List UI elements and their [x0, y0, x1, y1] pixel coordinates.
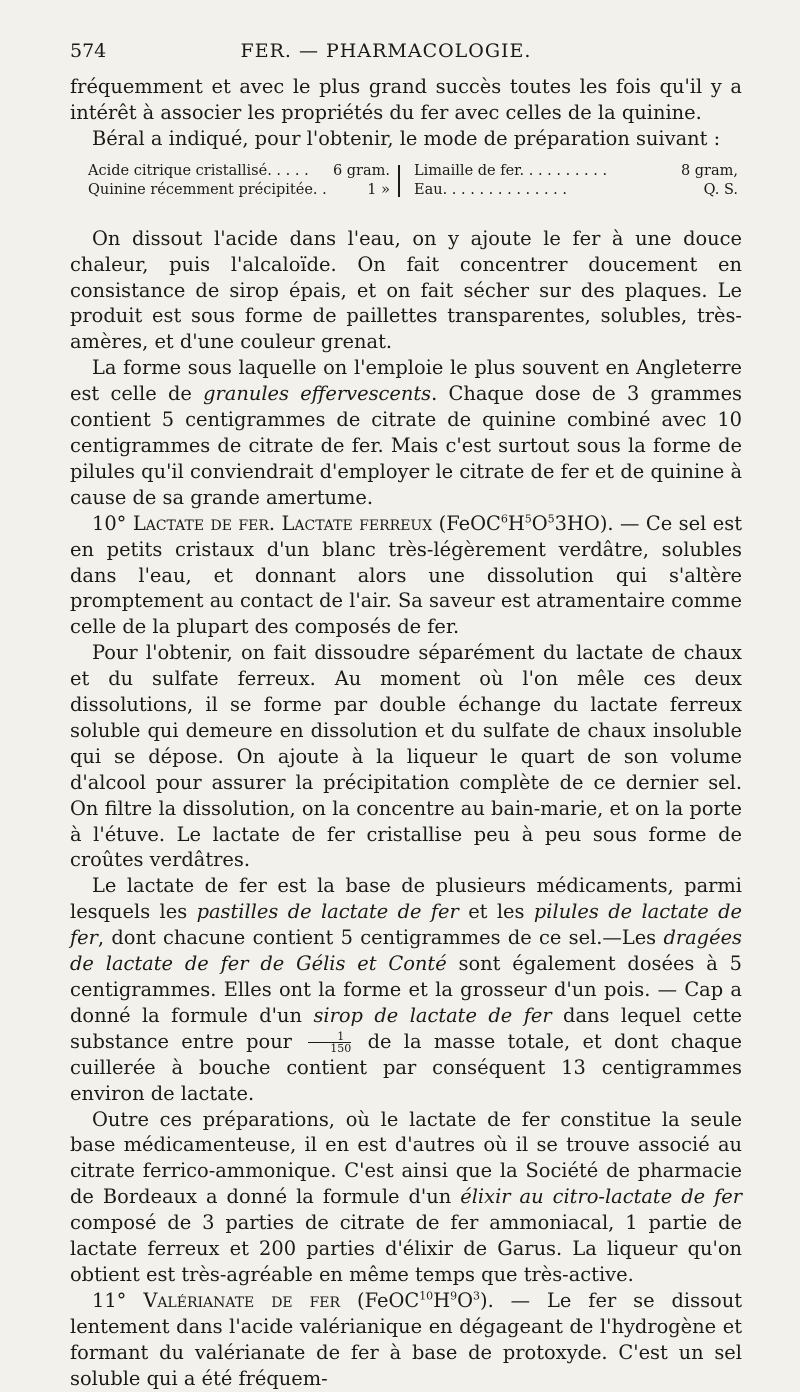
recipe-row [414, 162, 738, 181]
text-run: — Ce sel est en petits cristaux d'un blanc très-légèrement verdâtre, solubles dans l'eau, et donnant alors une dissolution qui s'altère promptement au contact de l'air. Sa saveur est atramentaire comme celle de la plupart des composés de fer. [70, 511, 742, 639]
formula-part: ). [480, 1288, 494, 1312]
text-run: de la masse totale, et dont chaque cuillerée à bouche contient par conséquent 13 centigrammes environ de lactate. [70, 1029, 742, 1105]
formula-part: 3HO). [554, 511, 614, 535]
ingredient-name: Limaille de fer. . . . . . . . . . [414, 162, 608, 179]
paragraph-4 [70, 355, 742, 510]
italic-term: granules effervescents [203, 382, 432, 406]
italic-term: pilules de lactate de fer [70, 900, 742, 950]
formula-sup: 6 [500, 512, 508, 526]
section-11-valerianate [70, 1288, 742, 1392]
paragraph-7 [70, 873, 742, 1106]
paragraph-6: Pour l'obtenir, on fait dissoudre séparément du lactate de chaux et du sulfate ferreux. Au moment où l'on mêle ces deux dissolutions, il se forme par double échange du lactate ferreux soluble qui demeure en dissolution et du sulfate de chaux insoluble qui se dépose. On ajoute à la liqueur le quart de son volume d'alcool pour assurer la précipitation complète de ce dernier sel. On filtre la dissolution, on la concentre au bain-marie, et on la porte à l'étuve. Le lactate de fer cristallise peu à peu sous forme de croûtes verdâtres. [70, 641, 742, 872]
formula-part: H [433, 1288, 451, 1312]
recipe-divider [398, 165, 400, 197]
formula-sup: 3 [473, 1289, 481, 1303]
italic-term: sirop de lactate de fer [313, 1003, 552, 1027]
page-number: 574 [70, 40, 107, 62]
formula-sup: 5 [547, 512, 555, 526]
text-run: La forme sous laquelle on l'emploie le plus souvent en Angleterre est celle de [70, 356, 742, 406]
recipe-left-column [88, 162, 398, 200]
formula-part: O [457, 1288, 474, 1312]
recipe-right-column [414, 162, 738, 200]
text-run: composé de 3 parties de citrate de fer ammoniacal, 1 partie de lactate ferreux et 200 parties d'élixir de Garus. La liqueur qu'on obtient est très-agréable en même temps que très-active. [70, 1211, 742, 1286]
ingredient-qty: 6 gram. [332, 162, 390, 179]
paragraph-3: On dissout l'acide dans l'eau, on y ajoute le fer à une douce chaleur, puis l'alcaloïde. On fait concentrer doucement en consistance de sirop épais, et on fait sécher sur des plaques. Le produit est sous forme de paillettes transparentes, solubles, très-amères, et d'une couleur grenat. [70, 226, 742, 354]
italic-term: élixir au citro-lactate de fer [460, 1185, 743, 1209]
formula-sup: 5 [524, 512, 532, 526]
ingredient-qty: 8 gram, [680, 162, 738, 179]
section-heading: Lactate de fer. Lactate ferreux [132, 511, 433, 535]
formula-sup: 9 [450, 1289, 458, 1303]
italic-term: pastilles de lactate de fer [196, 900, 459, 924]
recipe-table [88, 162, 742, 200]
running-title: FER. — PHARMACOLOGIE. [240, 40, 532, 62]
formula-sup: 10 [419, 1289, 434, 1303]
paragraph-2: Béral a indiqué, pour l'obtenir, le mode de préparation suivant : [92, 126, 721, 150]
recipe-row [88, 181, 390, 200]
text-run: — Le fer se dissout lentement dans l'acide valérianique en dégageant de l'hydrogène et formant du valérianate de fer à base de protoxyde. C'est un sel soluble qui a été fréquem- [70, 1288, 742, 1390]
fraction [308, 1031, 351, 1054]
text-run: dans lequel cette substance entre pour [70, 1003, 742, 1053]
ingredient-qty: Q. S. [703, 181, 738, 198]
running-head [70, 40, 742, 74]
formula-part: H [507, 511, 525, 535]
recipe-row [414, 181, 738, 200]
chemical-formula [439, 512, 614, 535]
fraction-numerator: 1 [308, 1031, 351, 1043]
formula-part: O [531, 511, 548, 535]
ingredient-name: Quinine récemment précipitée. . [88, 181, 327, 198]
ingredient-qty: 1 » [367, 181, 390, 198]
recipe-row [88, 162, 390, 181]
formula-part: (FeOC [357, 1288, 420, 1312]
section-number: 10° [92, 511, 127, 535]
text-run: et les [458, 900, 534, 924]
section-number: 11° [92, 1288, 127, 1312]
section-10-lactate [70, 511, 742, 641]
section-heading: Valérianate de fer [143, 1288, 341, 1312]
chemical-formula [357, 1289, 494, 1312]
text-run: sont également dosées à 5 centigrammes. Elles ont la forme et la grosseur d'un pois. — Cap a donné la formule d'un [70, 952, 742, 1027]
italic-term: dragées de lactate de fer de Gélis et Conté [70, 926, 742, 976]
fraction-denominator: 150 [330, 1042, 352, 1056]
text-run: Le lactate de fer est la base de plusieurs médicaments, parmi lesquels les [70, 874, 742, 924]
paragraph-1: fréquemment et avec le plus grand succès toutes les fois qu'il y a intérêt à associer les propriétés du fer avec celles de la quinine. [70, 75, 742, 124]
text-run: , dont chacune contient 5 centigrammes de ce sel.—Les [97, 926, 664, 950]
text-run: Outre ces préparations, où le lactate de fer constitue la seule base médicamenteuse, il en est d'autres où il se trouve associé au citrate ferrico-ammonique. C'est ainsi que la Société de pharmacie de Bordeaux a donné la formule d'un [70, 1107, 742, 1209]
text-run: . Chaque dose de 3 grammes contient 5 centigrammes de citrate de quinine combiné avec 10 centigrammes de citrate de fer. Mais c'est surtout sous la forme de pilules qu'il conviendrait d'employer le citrate de fer et de quinine à cause de sa grande amertume. [70, 382, 742, 509]
formula-part: (FeOC [438, 511, 501, 535]
ingredient-name: Acide citrique cristallisé. . . . . [88, 162, 309, 179]
ingredient-name: Eau. . . . . . . . . . . . . . [414, 181, 568, 198]
paragraph-8 [70, 1107, 742, 1288]
